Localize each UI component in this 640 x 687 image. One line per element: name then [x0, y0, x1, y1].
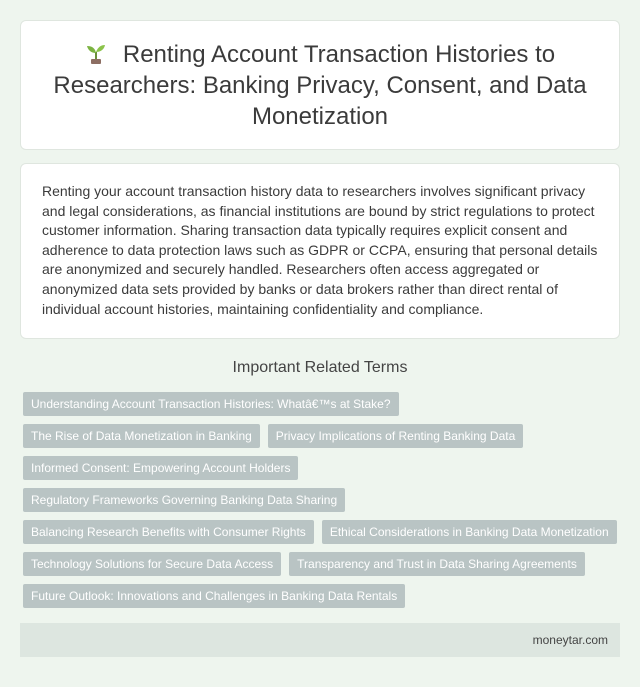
tag-row [20, 584, 620, 616]
related-term-tag[interactable]: Technology Solutions for Secure Data Access [23, 552, 281, 576]
related-term-tag[interactable]: The Rise of Data Monetization in Banking [23, 424, 260, 448]
related-terms-heading: Important Related Terms [232, 359, 408, 376]
page-title-text: Renting Account Transaction Histories to Researchers: Banking Privacy, Consent, and Data Monetization [53, 40, 587, 130]
tag-row [20, 456, 620, 488]
tag-row [20, 392, 620, 424]
sprout-icon [85, 42, 107, 64]
related-term-tag[interactable]: Privacy Implications of Renting Banking Data [268, 424, 523, 448]
footer-site-link[interactable]: moneytar.com [532, 633, 608, 647]
title-card [20, 20, 620, 150]
summary-card [20, 163, 620, 339]
tag-row [20, 424, 620, 456]
related-term-tag[interactable]: Transparency and Trust in Data Sharing Agreements [289, 552, 585, 576]
related-term-tag[interactable]: Regulatory Frameworks Governing Banking Data Sharing [23, 488, 345, 512]
summary-text: Renting your account transaction history data to researchers involves significant privacy and legal considerations, as financial institutions are bound by strict regulations to protect customer information. Sharing transaction data typically requires explicit consent and adherence to data protection laws such as GDPR or CCPA, ensuring that personal details are anonymized and securely handled. Researchers often access aggregated or anonymized data sets provided by banks or data brokers rather than direct rental of individual account histories, maintaining confidentiality and compliance. [42, 183, 598, 317]
footer [20, 623, 620, 657]
related-term-tag[interactable]: Understanding Account Transaction Histories: Whatâ€™s at Stake? [23, 392, 399, 416]
tag-row [20, 488, 620, 520]
tag-row [20, 552, 620, 584]
related-term-tag[interactable]: Balancing Research Benefits with Consumer Rights [23, 520, 314, 544]
related-terms-list [20, 392, 620, 616]
related-term-tag[interactable]: Ethical Considerations in Banking Data Monetization [322, 520, 617, 544]
related-term-tag[interactable]: Future Outlook: Innovations and Challenges in Banking Data Rentals [23, 584, 405, 608]
tag-row [20, 520, 620, 552]
page-title [51, 39, 589, 132]
related-term-tag[interactable]: Informed Consent: Empowering Account Holders [23, 456, 298, 480]
